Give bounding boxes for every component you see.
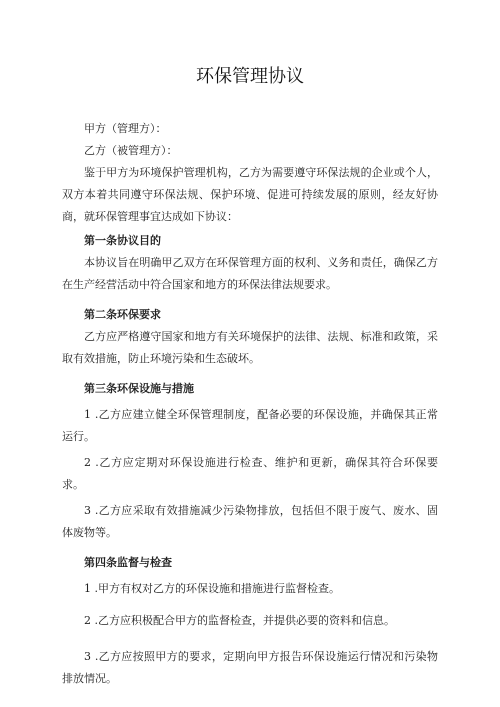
section-heading-1: 第一条协议目的 [84,234,161,247]
section-3-item-1: 1 .乙方应建立健全环保管理制度，配备必要的环保设施，并确保其正常运行。 [62,408,438,443]
intro-paragraph: 鉴于甲方为环境保护管理机构，乙方为需要遵守环保法规的企业或个人，双方本着共同遵守环保法规、保护环境、促进可持续发展的原则，经友好协商，就环保管理事宜达成如下协议： [62,166,438,223]
section-4-item-2: 2 .乙方应积极配合甲方的监督检查，并提供必要的资料和信息。 [84,614,395,627]
section-3-item-3: 3 .乙方应采取有效措施减少污染物排放，包括但不限于废气、废水、固体废物等。 [62,504,438,539]
section-body-2: 乙方应严格遵守国家和地方有关环境保护的法律、法规、标准和政策，采取有效措施，防止环境污染和生态破坏。 [62,330,438,365]
section-heading-2: 第二条环保要求 [84,308,161,321]
section-3-item-2: 2 .乙方应定期对环保设施进行检查、维护和更新，确保其符合环保要求。 [62,456,438,491]
section-heading-3: 第三条环保设施与措施 [84,382,194,395]
party-b-line: 乙方（被管理方）： [84,144,178,157]
party-a-line: 甲方（管理方）： [84,122,167,135]
section-heading-4: 第四条监督与检查 [84,556,172,569]
document-title: 环保管理协议 [196,66,304,87]
section-body-1: 本协议旨在明确甲乙双方在环保管理方面的权利、义务和责任，确保乙方在生产经营活动中符合国家和地方的环保法律法规要求。 [62,256,438,291]
section-4-item-1: 1 .甲方有权对乙方的环保设施和措施进行监督检查。 [84,582,340,595]
section-4-item-3: 3 .乙方应按照甲方的要求，定期向甲方报告环保设施运行情况和污染物排放情况。 [62,650,438,685]
